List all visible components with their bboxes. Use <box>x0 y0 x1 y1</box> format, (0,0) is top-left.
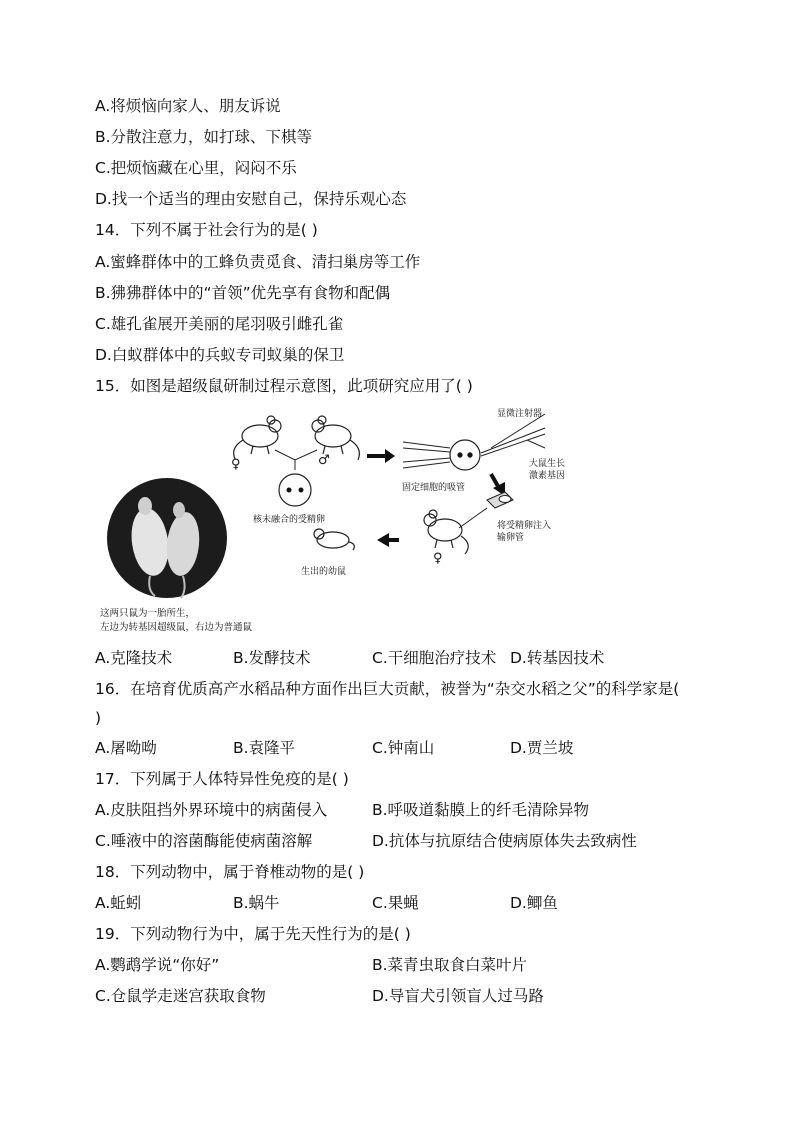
q13-option-a: A.将烦恼向家人、朋友诉说 <box>95 97 281 115</box>
label-fertilized-egg: 核未融合的受精卵 <box>253 515 326 525</box>
q17-option-d: D.抗体与抗原结合使病原体失去致病性 <box>372 832 637 850</box>
q15-option-a: A.克隆技术 <box>95 649 173 667</box>
male-symbol: ♂ <box>318 453 330 468</box>
q19-option-a: A.鹦鹉学说“你好” <box>95 956 220 974</box>
q14-option-a: A.蜜蜂群体中的工蜂负责觅食、清扫巢房等工作 <box>95 253 421 271</box>
q19-stem: 19．下列动物行为中，属于先天性行为的是( ) <box>95 925 411 943</box>
mice-photo <box>107 478 227 598</box>
q14-option-d: D.白蚁群体中的兵蚁专司蚁巢的保卫 <box>95 346 345 364</box>
q15-stem: 15．如图是超级鼠研制过程示意图，此项研究应用了( ) <box>95 377 473 395</box>
q16-option-b: B.袁隆平 <box>233 739 296 757</box>
q19-option-d: D.导盲犬引领盲人过马路 <box>372 987 544 1005</box>
q18-option-d: D.鲫鱼 <box>510 894 558 912</box>
q13-option-b: B.分散注意力，如打球、下棋等 <box>95 128 313 146</box>
q16-stem-line2: ) <box>95 709 102 727</box>
figure-caption-line1: 这两只鼠为一胎所生， <box>100 608 196 619</box>
q13-option-c: C.把烦恼藏在心里，闷闷不乐 <box>95 159 297 177</box>
q18-stem: 18．下列动物中，属于脊椎动物的是( ) <box>95 863 365 881</box>
q18-option-a: A.蚯蚓 <box>95 894 142 912</box>
label-offspring: 生出的幼鼠 <box>301 567 347 577</box>
q15-option-b: B.发酵技术 <box>233 649 311 667</box>
q19-option-b: B.菜青虫取食白菜叶片 <box>372 956 528 974</box>
label-hormone-gene: 大鼠生长激素基因 <box>529 459 566 481</box>
arrow-right-icon <box>385 449 395 463</box>
micromanipulation-icon <box>403 414 545 470</box>
recipient-female-symbol: ♀ <box>433 551 443 566</box>
q17-option-b: B.呼吸道黏膜上的纤毛清除异物 <box>372 801 590 819</box>
q15-option-d: D.转基因技术 <box>510 649 605 667</box>
label-microinjector: 显微注射器 <box>497 409 543 419</box>
q16-stem-line1: 16．在培育优质高产水稻品种方面作出巨大贡献，被誉为“杂交水稻之父”的科学家是( <box>95 680 680 698</box>
female-symbol: ♀ <box>231 457 241 472</box>
fertilized-egg-icon <box>279 474 311 506</box>
q17-option-c: C.唾液中的溶菌酶能使病菌溶解 <box>95 832 313 850</box>
q17-option-a: A.皮肤阻挡外界环境中的病菌侵入 <box>95 801 328 819</box>
figure-caption-line2: 左边为转基因超级鼠，右边为普通鼠 <box>100 622 253 633</box>
label-inject-oviduct: 将受精卵注入输卵管 <box>497 521 552 543</box>
q15-option-c: C.干细胞治疗技术 <box>372 649 497 667</box>
female-parent-mouse-icon <box>234 416 281 459</box>
q16-option-c: C.钟南山 <box>372 739 435 757</box>
q18-option-c: C.果蝇 <box>372 894 419 912</box>
q15-figure <box>95 404 585 636</box>
q16-option-d: D.贾兰坡 <box>510 739 574 757</box>
q14-stem: 14．下列不属于社会行为的是( ) <box>95 221 318 239</box>
q18-option-b: B.蜗牛 <box>233 894 280 912</box>
q19-option-c: C.仓鼠学走迷宫获取食物 <box>95 987 266 1005</box>
q14-option-b: B.狒狒群体中的“首领”优先享有食物和配偶 <box>95 284 391 302</box>
q16-option-a: A.屠呦呦 <box>95 739 157 757</box>
q14-option-c: C.雄孔雀展开美丽的尾羽吸引雌孔雀 <box>95 315 344 333</box>
label-pipette: 固定细胞的吸管 <box>402 483 466 493</box>
recipient-mouse-icon <box>424 510 468 554</box>
q17-stem: 17．下列属于人体特异性免疫的是( ) <box>95 770 349 788</box>
arrow-left-icon <box>377 533 389 547</box>
offspring-mouse-icon <box>314 529 354 550</box>
q13-option-d: D.找一个适当的理由安慰自己，保持乐观心态 <box>95 190 407 208</box>
